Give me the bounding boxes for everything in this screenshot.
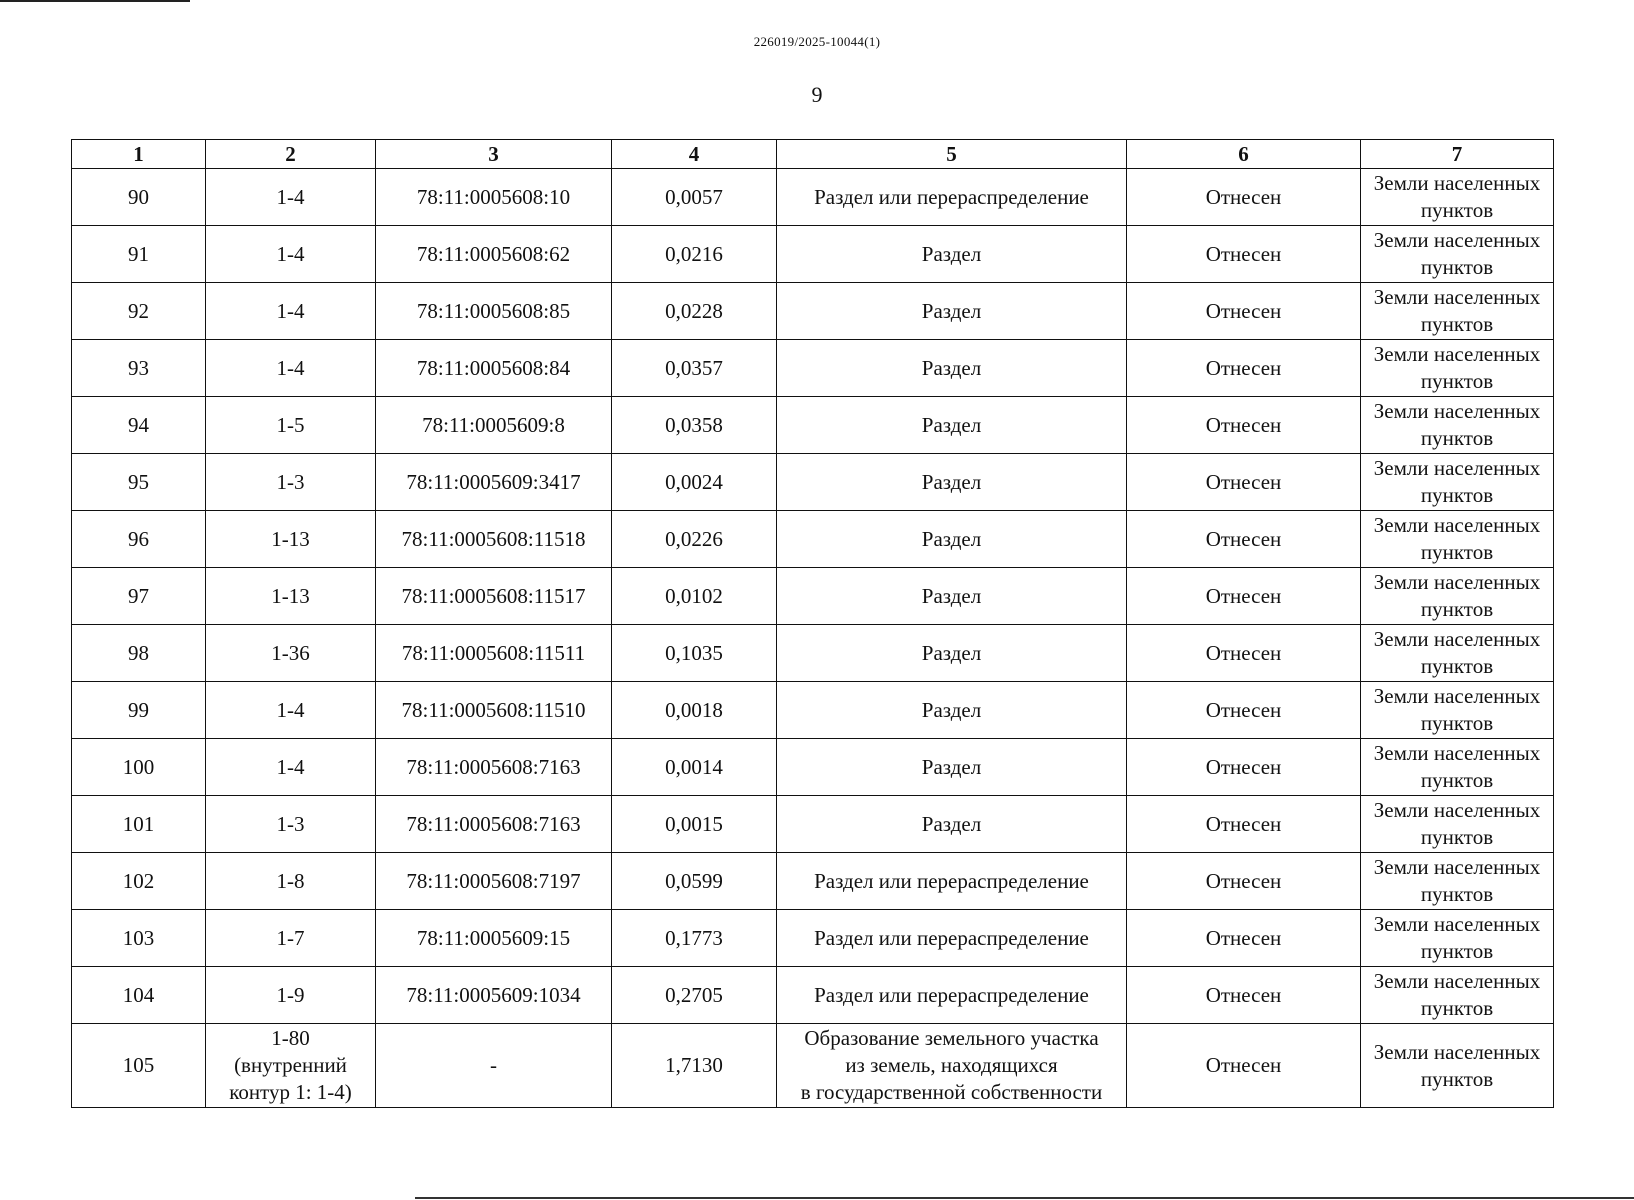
row-number-cell: 100 (72, 739, 206, 796)
status-cell: Отнесен (1127, 340, 1361, 397)
cadastral-number-cell: 78:11:0005609:3417 (376, 454, 612, 511)
land-category-cell: Земли населенных пунктов (1361, 910, 1554, 967)
row-number-cell: 101 (72, 796, 206, 853)
points-cell: 1-13 (206, 568, 376, 625)
area-cell: 0,0226 (612, 511, 777, 568)
cadastral-number-cell: 78:11:0005608:62 (376, 226, 612, 283)
points-cell: 1-4 (206, 340, 376, 397)
cadastral-number-cell: 78:11:0005609:8 (376, 397, 612, 454)
status-cell: Отнесен (1127, 283, 1361, 340)
table-row (72, 568, 1554, 625)
status-cell: Отнесен (1127, 853, 1361, 910)
status-cell: Отнесен (1127, 682, 1361, 739)
row-number-cell: 102 (72, 853, 206, 910)
points-cell: 1-9 (206, 967, 376, 1024)
area-cell: 0,0216 (612, 226, 777, 283)
row-number-cell: 99 (72, 682, 206, 739)
table-row (72, 910, 1554, 967)
land-category-cell: Земли населенных пунктов (1361, 454, 1554, 511)
column-header: 3 (376, 140, 612, 169)
cadastral-number-cell: 78:11:0005608:7163 (376, 739, 612, 796)
top-edge-rule (0, 0, 190, 2)
cadastral-number-cell: 78:11:0005608:11517 (376, 568, 612, 625)
bottom-edge-rule (415, 1197, 1634, 1199)
formation-method-cell: Раздел (777, 226, 1127, 283)
cadastral-number-cell: 78:11:0005608:11511 (376, 625, 612, 682)
points-cell: 1-36 (206, 625, 376, 682)
cadastral-number-cell: 78:11:0005609:1034 (376, 967, 612, 1024)
formation-method-cell: Образование земельного участка из земель, находящихся в государственной собственности (777, 1024, 1127, 1108)
cadastral-number-cell: 78:11:0005608:84 (376, 340, 612, 397)
area-cell: 0,0357 (612, 340, 777, 397)
land-category-cell: Земли населенных пунктов (1361, 340, 1554, 397)
points-cell: 1-5 (206, 397, 376, 454)
cadastral-number-cell: 78:11:0005608:11518 (376, 511, 612, 568)
column-header: 5 (777, 140, 1127, 169)
column-header: 1 (72, 140, 206, 169)
status-cell: Отнесен (1127, 226, 1361, 283)
points-cell: 1-13 (206, 511, 376, 568)
column-header: 4 (612, 140, 777, 169)
points-cell: 1-4 (206, 682, 376, 739)
land-category-cell: Земли населенных пунктов (1361, 682, 1554, 739)
land-category-cell: Земли населенных пунктов (1361, 853, 1554, 910)
table-row (72, 796, 1554, 853)
land-category-cell: Земли населенных пунктов (1361, 397, 1554, 454)
formation-method-cell: Раздел (777, 625, 1127, 682)
formation-method-cell: Раздел или перераспределение (777, 910, 1127, 967)
document-number: 226019/2025-10044(1) (753, 34, 881, 49)
points-cell: 1-4 (206, 226, 376, 283)
land-category-cell: Земли населенных пунктов (1361, 226, 1554, 283)
row-number-cell: 90 (72, 169, 206, 226)
table-row (72, 967, 1554, 1024)
land-category-cell: Земли населенных пунктов (1361, 1024, 1554, 1108)
formation-method-cell: Раздел (777, 511, 1127, 568)
formation-method-cell: Раздел (777, 454, 1127, 511)
area-cell: 0,0599 (612, 853, 777, 910)
row-number-cell: 91 (72, 226, 206, 283)
status-cell: Отнесен (1127, 967, 1361, 1024)
formation-method-cell: Раздел (777, 397, 1127, 454)
land-category-cell: Земли населенных пунктов (1361, 511, 1554, 568)
area-cell: 0,0102 (612, 568, 777, 625)
points-cell: 1-7 (206, 910, 376, 967)
status-cell: Отнесен (1127, 796, 1361, 853)
area-cell: 0,1035 (612, 625, 777, 682)
cadastral-number-cell: 78:11:0005608:11510 (376, 682, 612, 739)
row-number-cell: 93 (72, 340, 206, 397)
row-number-cell: 103 (72, 910, 206, 967)
points-cell: 1-3 (206, 454, 376, 511)
land-category-cell: Земли населенных пунктов (1361, 796, 1554, 853)
row-number-cell: 92 (72, 283, 206, 340)
table-row (72, 340, 1554, 397)
column-header: 7 (1361, 140, 1554, 169)
formation-method-cell: Раздел (777, 283, 1127, 340)
row-number-cell: 94 (72, 397, 206, 454)
formation-method-cell: Раздел или перераспределение (777, 967, 1127, 1024)
points-cell: 1-4 (206, 283, 376, 340)
formation-method-cell: Раздел (777, 739, 1127, 796)
table-row (72, 1024, 1554, 1108)
formation-method-cell: Раздел (777, 568, 1127, 625)
table-row (72, 397, 1554, 454)
area-cell: 1,7130 (612, 1024, 777, 1108)
area-cell: 0,0358 (612, 397, 777, 454)
cadastral-number-cell: 78:11:0005608:7163 (376, 796, 612, 853)
cadastral-number-cell: 78:11:0005609:15 (376, 910, 612, 967)
cadastral-number-cell: 78:11:0005608:85 (376, 283, 612, 340)
area-cell: 0,0014 (612, 739, 777, 796)
table-row (72, 454, 1554, 511)
area-cell: 0,2705 (612, 967, 777, 1024)
header-row (72, 140, 1554, 169)
area-cell: 0,0228 (612, 283, 777, 340)
column-header: 2 (206, 140, 376, 169)
formation-method-cell: Раздел или перераспределение (777, 169, 1127, 226)
formation-method-cell: Раздел (777, 682, 1127, 739)
status-cell: Отнесен (1127, 511, 1361, 568)
table-row (72, 625, 1554, 682)
row-number-cell: 96 (72, 511, 206, 568)
formation-method-cell: Раздел (777, 796, 1127, 853)
row-number-cell: 95 (72, 454, 206, 511)
area-cell: 0,0015 (612, 796, 777, 853)
points-cell: 1-80 (внутренний контур 1: 1-4) (206, 1024, 376, 1108)
table-row (72, 853, 1554, 910)
row-number-cell: 98 (72, 625, 206, 682)
area-cell: 0,0018 (612, 682, 777, 739)
area-cell: 0,0024 (612, 454, 777, 511)
row-number-cell: 104 (72, 967, 206, 1024)
row-number-cell: 97 (72, 568, 206, 625)
status-cell: Отнесен (1127, 397, 1361, 454)
status-cell: Отнесен (1127, 625, 1361, 682)
status-cell: Отнесен (1127, 739, 1361, 796)
cadastral-number-cell: 78:11:0005608:10 (376, 169, 612, 226)
status-cell: Отнесен (1127, 454, 1361, 511)
cadastral-number-cell: 78:11:0005608:7197 (376, 853, 612, 910)
area-cell: 0,1773 (612, 910, 777, 967)
formation-method-cell: Раздел (777, 340, 1127, 397)
status-cell: Отнесен (1127, 169, 1361, 226)
table-row (72, 283, 1554, 340)
area-cell: 0,0057 (612, 169, 777, 226)
status-cell: Отнесен (1127, 910, 1361, 967)
row-number-cell: 105 (72, 1024, 206, 1108)
points-cell: 1-8 (206, 853, 376, 910)
table-row (72, 739, 1554, 796)
table-body (72, 169, 1554, 1108)
status-cell: Отнесен (1127, 568, 1361, 625)
status-cell: Отнесен (1127, 1024, 1361, 1108)
land-category-cell: Земли населенных пунктов (1361, 283, 1554, 340)
points-cell: 1-4 (206, 169, 376, 226)
table-row (72, 511, 1554, 568)
table-row (72, 169, 1554, 226)
land-category-cell: Земли населенных пунктов (1361, 739, 1554, 796)
land-category-cell: Земли населенных пунктов (1361, 568, 1554, 625)
points-cell: 1-4 (206, 739, 376, 796)
page-number: 9 (811, 82, 823, 107)
points-cell: 1-3 (206, 796, 376, 853)
land-plots-table (71, 139, 1554, 1108)
land-category-cell: Земли населенных пунктов (1361, 967, 1554, 1024)
table-row (72, 226, 1554, 283)
land-category-cell: Земли населенных пунктов (1361, 625, 1554, 682)
table-row (72, 682, 1554, 739)
cadastral-number-cell: - (376, 1024, 612, 1108)
column-header: 6 (1127, 140, 1361, 169)
land-category-cell: Земли населенных пунктов (1361, 169, 1554, 226)
formation-method-cell: Раздел или перераспределение (777, 853, 1127, 910)
